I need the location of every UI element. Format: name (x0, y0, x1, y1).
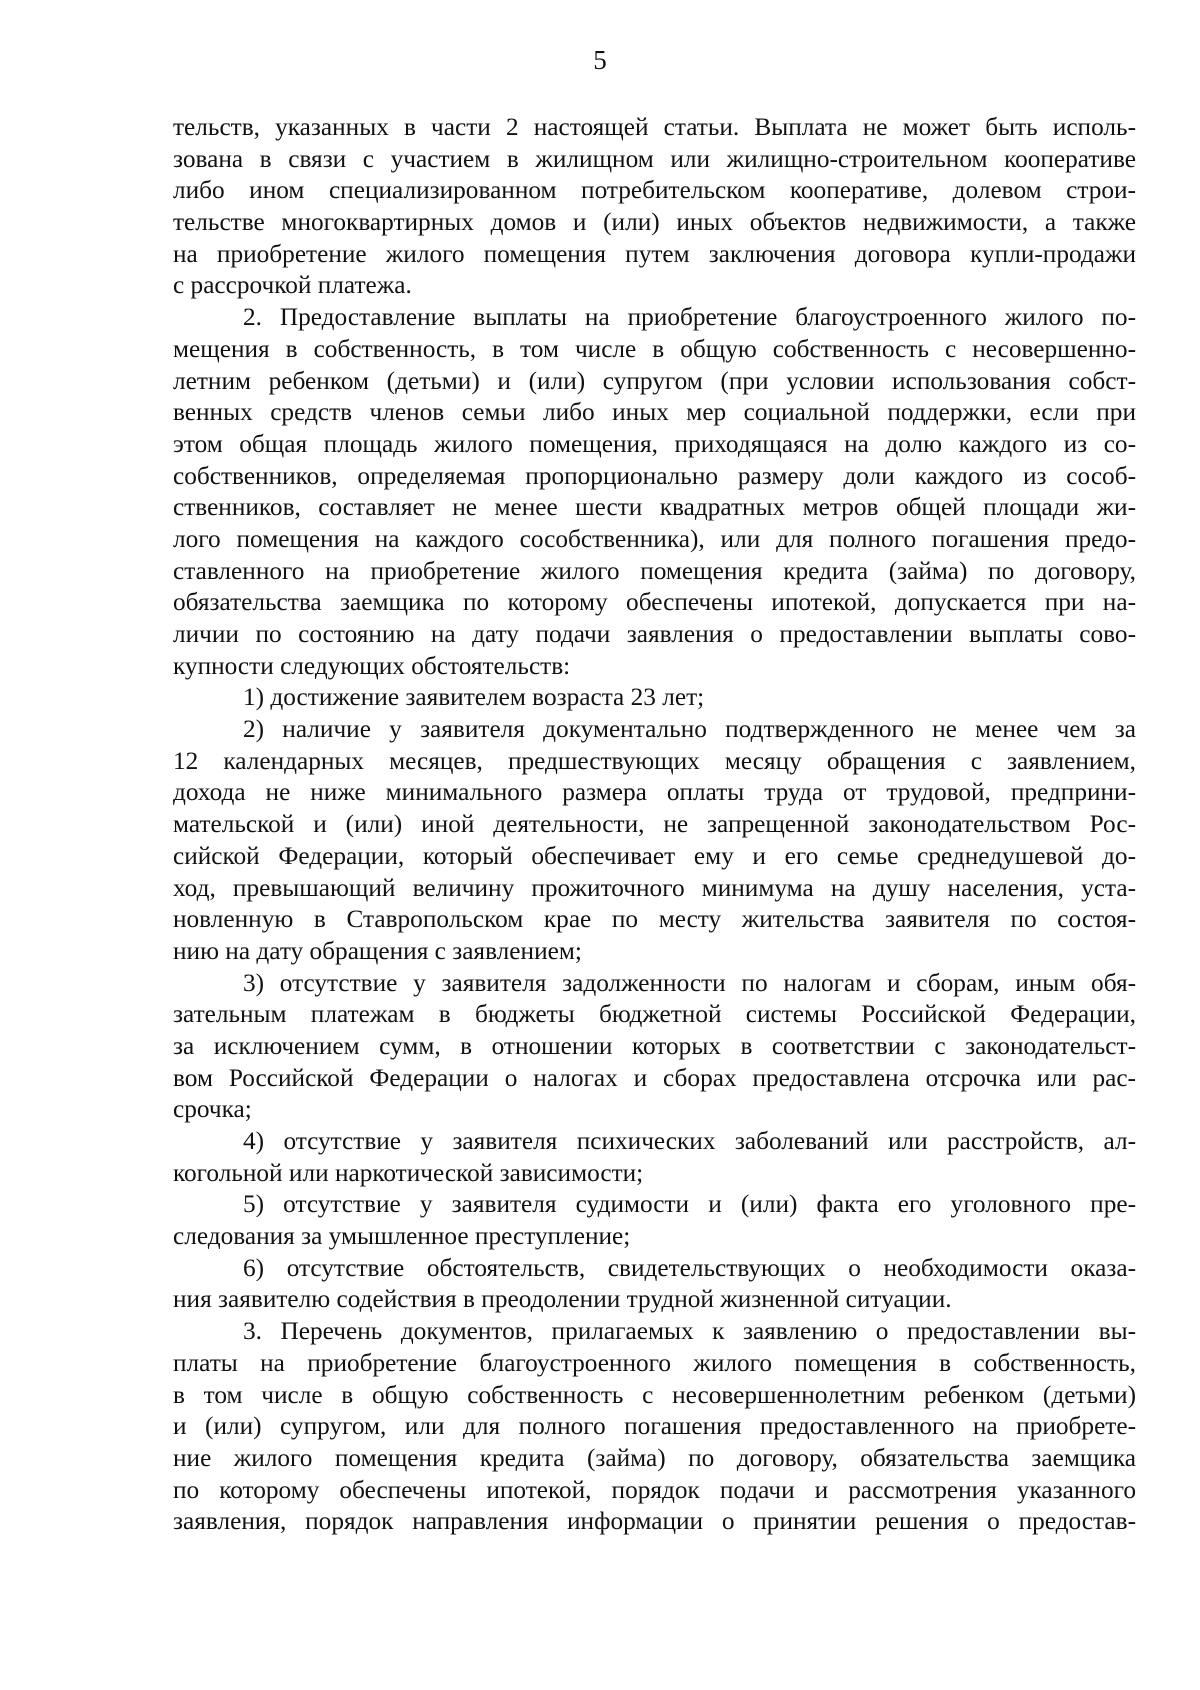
text-line: тельств, указанных в части 2 настоящей статьи. Выплата не может быть исполь- (173, 113, 1136, 141)
text-line: нию на дату обращения с заявлением; (173, 936, 582, 965)
text-line: собственников, определяемая пропорционально размеру доли каждого из сособ- (173, 461, 1136, 490)
text-line: 2) наличие у заявителя документально подтвержденного не менее чем за (243, 715, 1136, 744)
text-line: срочка; (173, 1095, 252, 1124)
text-line: 2. Предоставление выплаты на приобретение благоустроенного жилого по- (243, 303, 1136, 332)
text-line: зательным платежам в бюджеты бюджетной системы Российской Федерации, (173, 1000, 1136, 1029)
text-line: с рассрочкой платежа. (173, 271, 412, 300)
text-line: за исключением сумм, в отношении которых в соответствии с законодательст- (173, 1031, 1136, 1060)
text-line: на приобретение жилого помещения путем заключения договора купли-продажи (173, 239, 1136, 268)
text-line: мещения в собственность, в том числе в общую собственность с несовершенно- (173, 334, 1136, 363)
page-number: 5 (593, 45, 607, 75)
text-line: и (или) супругом, или для полного погашения предоставленного на приобрете- (173, 1412, 1136, 1441)
text-line: 5) отсутствие у заявителя судимости и (или) факта его уголовного пре- (243, 1190, 1136, 1219)
text-line: 1) достижение заявителем возраста 23 лет; (243, 683, 705, 712)
text-line: 4) отсутствие у заявителя психических заболеваний или расстройств, ал- (243, 1127, 1136, 1155)
text-line: 3) отсутствие у заявителя задолженности по налогам и сборам, иным обя- (243, 968, 1136, 997)
text-line: личии по состоянию на дату подачи заявления о предоставлении выплаты сово- (173, 620, 1136, 648)
text-line: лого помещения на каждого сособственника), или для полного погашения предо- (173, 524, 1136, 553)
text-line: следования за умышленное преступление; (173, 1222, 631, 1251)
text-line: ния заявителю содействия в преодолении трудной жизненной ситуации. (173, 1285, 952, 1314)
text-line: ственников, составляет не менее шести квадратных метров общей площади жи- (173, 493, 1136, 522)
text-line: платы на приобретение благоустроенного жилого помещения в собственность, (173, 1348, 1136, 1377)
text-line: летним ребенком (детьми) и (или) супругом (при условии использования собст- (173, 366, 1136, 395)
text-line: 12 календарных месяцев, предшествующих месяцу обращения с заявлением, (173, 746, 1136, 775)
text-line: дохода не ниже минимального размера оплаты труда от трудовой, предприни- (173, 778, 1136, 807)
text-line: обязательства заемщика по которому обеспечены ипотекой, допускается при на- (173, 588, 1136, 617)
text-line: мательской и (или) иной деятельности, не запрещенной законодательством Рос- (173, 810, 1136, 839)
text-line: заявления, порядок направления информации о принятии решения о предостав- (173, 1507, 1136, 1536)
document-body (173, 112, 1136, 1538)
text-line: либо ином специализированном потребительском кооперативе, долевом строи- (173, 176, 1136, 205)
text-line: ставленного на приобретение жилого помещения кредита (займа) по договору, (173, 556, 1136, 585)
text-line: ход, превышающий величину прожиточного минимума на душу населения, уста- (173, 873, 1136, 902)
text-line: по которому обеспечены ипотекой, порядок подачи и рассмотрения указанного (173, 1475, 1136, 1504)
text-line: сийской Федерации, который обеспечивает ему и его семье среднедушевой до- (173, 841, 1136, 870)
text-line: когольной или наркотической зависимости; (173, 1158, 644, 1187)
text-line: 6) отсутствие обстоятельств, свидетельствующих о необходимости оказа- (243, 1253, 1136, 1282)
text-line: купности следующих обстоятельств: (173, 651, 571, 680)
text-line: тельстве многоквартирных домов и (или) иных объектов недвижимости, а также (173, 208, 1136, 237)
text-line: в том числе в общую собственность с несовершеннолетним ребенком (детьми) (173, 1380, 1136, 1409)
text-line: венных средств членов семьи либо иных мер социальной поддержки, если при (173, 398, 1136, 427)
text-line: ние жилого помещения кредита (займа) по договору, обязательства заемщика (173, 1443, 1136, 1472)
text-line: этом общая площадь жилого помещения, приходящаяся на долю каждого из со- (173, 429, 1136, 458)
text-line: 3. Перечень документов, прилагаемых к заявлению о предоставлении вы- (243, 1317, 1136, 1346)
text-line: зована в связи с участием в жилищном или жилищно-строительном кооперативе (173, 144, 1136, 173)
text-line: вом Российской Федерации о налогах и сборах предоставлена отсрочка или рас- (173, 1063, 1136, 1092)
text-line: новленную в Ставропольском крае по месту жительства заявителя по состоя- (173, 905, 1136, 934)
